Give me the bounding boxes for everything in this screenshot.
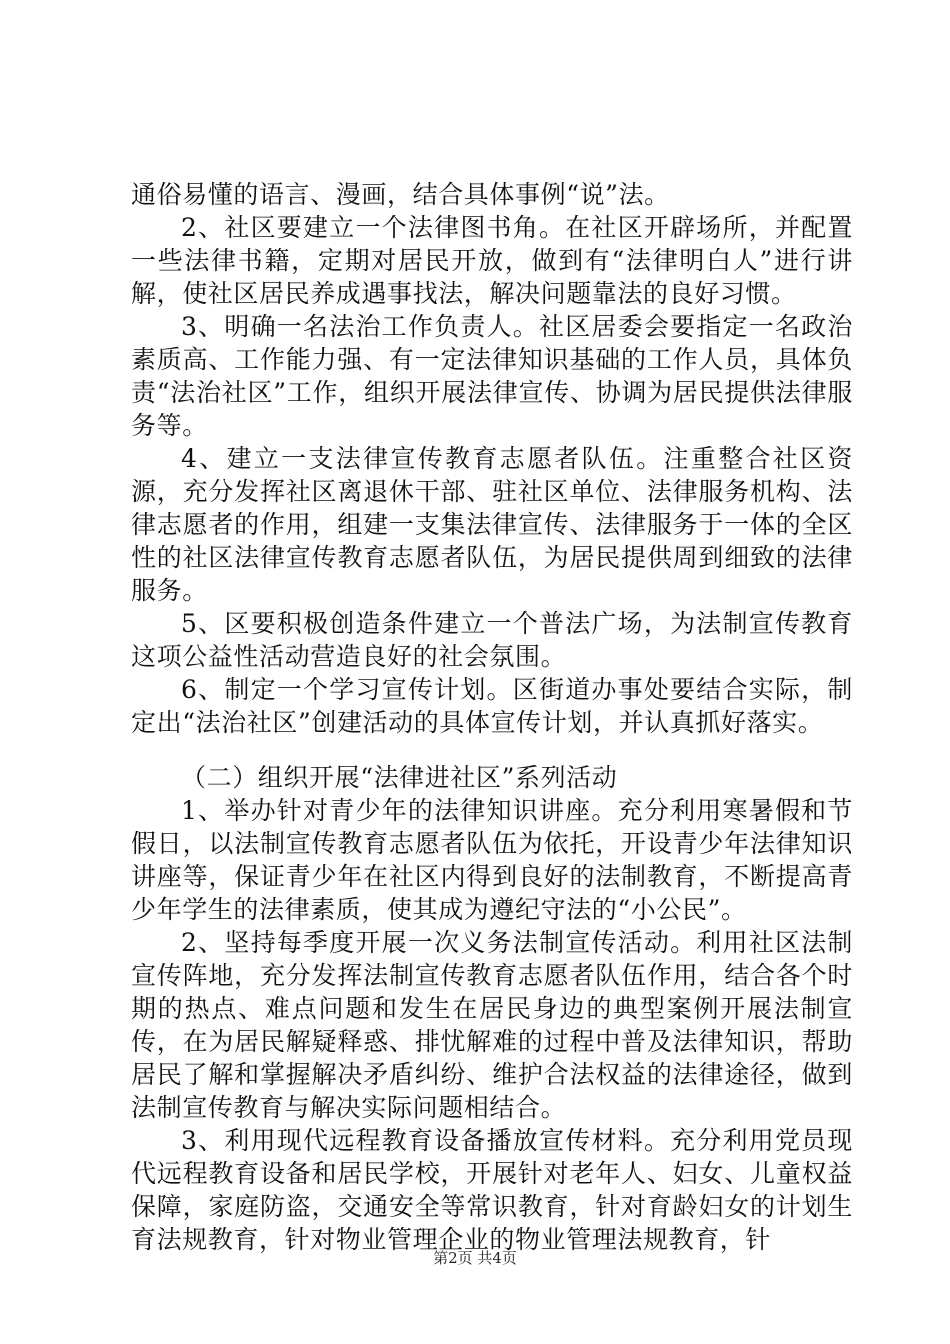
section-heading: （二）组织开展“法律进社区”系列活动	[181, 763, 618, 792]
paragraph: 4、建立一支法律宣传教育志愿者队伍。注重整合社区资源，充分发挥社区离退休干部、驻社区单位、法律服务机构、法律志愿者的作用，组建一支集法律宣传、法律服务于一体的全区性的社区法律宣传教育志愿者队伍，为居民提供周到细致的法律服务。	[131, 444, 853, 605]
page-number-footer: 第2页 共4页	[433, 1249, 517, 1267]
paragraph: 2、坚持每季度开展一次义务法制宣传活动。利用社区法制宣传阵地，充分发挥法制宣传教育志愿者队伍作用，结合各个时期的热点、难点问题和发生在居民身边的典型案例开展法制宣传，在为居民解疑释惑、排忧解难的过程中普及法律知识，帮助居民了解和掌握解决矛盾纠纷、维护合法权益的法律途径，做到法制宣传教育与解决实际问题相结合。	[131, 928, 853, 1122]
paragraph: 通俗易懂的语言、漫画，结合具体事例“说”法。	[131, 180, 670, 209]
paragraph: 5、区要积极创造条件建立一个普法广场，为法制宣传教育这项公益性活动营造良好的社会氛围。	[131, 609, 853, 671]
document-body	[131, 178, 853, 1256]
paragraph: 3、利用现代远程教育设备播放宣传材料。充分利用党员现代远程教育设备和居民学校，开展针对老年人、妇女、儿童权益保障，家庭防盗，交通安全等常识教育，针对育龄妇女的计划生育法规教育，针对物业管理企业的物业管理法规教育，针	[131, 1126, 853, 1254]
paragraph: 1、举办针对青少年的法律知识讲座。充分利用寒暑假和节假日，以法制宣传教育志愿者队伍为依托，开设青少年法律知识讲座等，保证青少年在社区内得到良好的法制教育，不断提高青少年学生的法律素质，使其成为遵纪守法的“小公民”。	[131, 796, 853, 924]
paragraph: 3、明确一名法治工作负责人。社区居委会要指定一名政治素质高、工作能力强、有一定法律知识基础的工作人员，具体负责“法治社区”工作，组织开展法律宣传、协调为居民提供法律服务等。	[131, 312, 853, 440]
paragraph: 2、社区要建立一个法律图书角。在社区开辟场所，并配置一些法律书籍，定期对居民开放，做到有“法律明白人”进行讲解，使社区居民养成遇事找法，解决问题靠法的良好习惯。	[131, 213, 853, 308]
paragraph: 6、制定一个学习宣传计划。区街道办事处要结合实际，制定出“法治社区”创建活动的具体宣传计划，并认真抓好落实。	[131, 675, 853, 737]
